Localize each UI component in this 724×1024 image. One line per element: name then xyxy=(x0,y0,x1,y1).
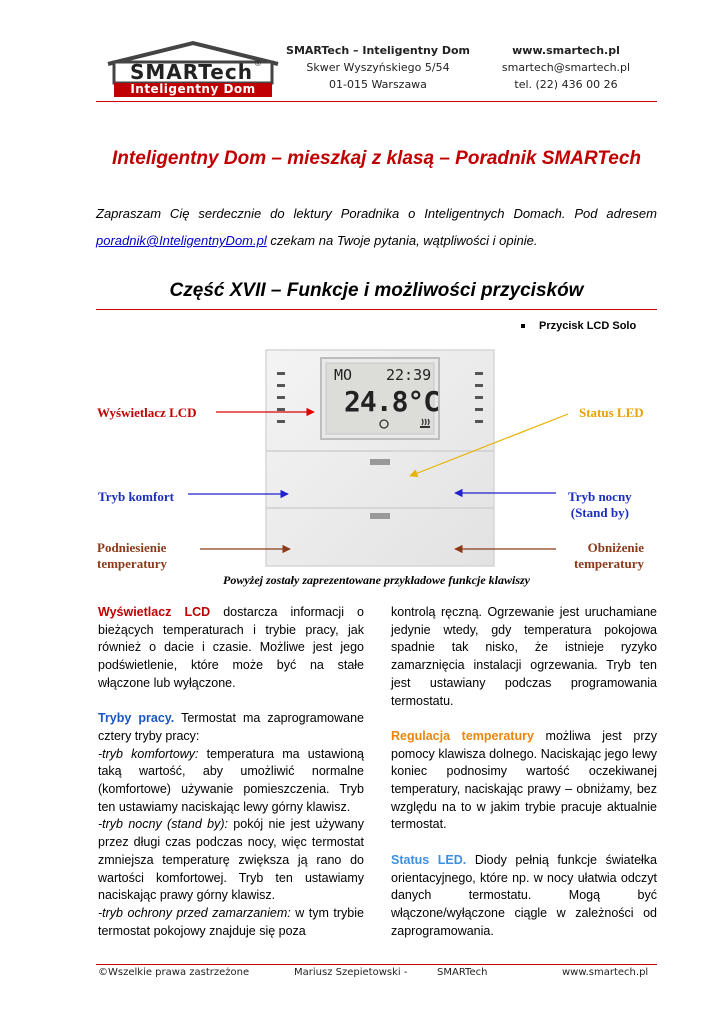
label-status-led: Status LED xyxy=(579,405,644,420)
mode-frost-text: w tym trybie termostat pokojowy znajduje się poza xyxy=(98,905,364,938)
bullet-label: Przycisk LCD Solo xyxy=(539,320,637,332)
mode-frost-term: -tryb ochrony przed zamarzaniem: xyxy=(98,905,291,920)
label-lower xyxy=(564,540,644,572)
label-lcd: Wyświetlacz LCD xyxy=(97,405,197,420)
right-paragraph-3 xyxy=(391,852,657,941)
lcd-time: 22:39 xyxy=(386,366,432,384)
footer-website[interactable]: www.smartech.pl xyxy=(562,967,649,978)
mode-night-text: pokój nie jest używany przez długi czas podczas nocy, więc termostat zmniejsza temperaturę zwiększa ją rano do wartości komfortowej. Tryb ten ustawiamy naciskając prawy górny klawisz. xyxy=(98,817,364,903)
header-email[interactable]: smartech@smartech.pl xyxy=(501,61,631,74)
left-column xyxy=(98,604,364,940)
right-paragraph-2 xyxy=(391,728,657,834)
page-title: Inteligentny Dom – mieszkaj z klasą – Poradnik SMARTech xyxy=(111,148,641,169)
header-address-1: Skwer Wyszyńskiego 5/54 xyxy=(306,61,450,74)
label-night-line-2: (Stand by) xyxy=(570,505,629,520)
left-paragraph-1 xyxy=(98,604,364,693)
left-p2-text: Termostat ma zaprogramowane cztery tryby pracy: xyxy=(98,711,364,743)
arrow-status-led xyxy=(410,414,568,476)
footer-author: Mariusz Szepietowski - xyxy=(294,967,408,978)
term-status-led: Status LED. xyxy=(391,852,467,867)
label-raise-line-1: Podniesienie xyxy=(97,540,167,555)
footer-divider xyxy=(96,964,657,965)
label-lower-line-1: Obniżenie xyxy=(587,540,644,555)
logo-sub-text: Inteligentny Dom xyxy=(130,82,256,96)
right-column xyxy=(391,604,657,940)
right-paragraph-1: kontrolą ręczną. Ogrzewanie jest uruchamiane jedynie wtedy, gdy temperatura pokojowa spadnie tak nisko, że istnieje ryzyko zamarznięcia instalacji ogrzewania. Tryb ten jest ustawiany podczas programowania termostatu. xyxy=(391,605,657,708)
label-night xyxy=(568,489,632,521)
header-website[interactable]: www.smartech.pl xyxy=(512,44,620,57)
label-lower-line-2: temperatury xyxy=(573,556,644,571)
right-p3-text: Diody pełnią funkcje światełka orientacyjnego, które np. w nocy ułatwia odczyt danych termostatu. Mogą być włączone/wyłączone ciągle w zależności od zaprogramowania. xyxy=(391,852,657,938)
label-raise xyxy=(97,540,167,572)
mode-night-term: -tryb nocny (stand by): xyxy=(98,817,228,832)
footer-copyright: ©Wszelkie prawa zastrzeżone xyxy=(98,967,250,978)
intro-email-link[interactable]: poradnik@InteligentnyDom.pl xyxy=(96,233,267,248)
label-raise-line-2: temperatury xyxy=(97,556,168,571)
logo-registered-mark: ® xyxy=(255,59,261,68)
header-company: SMARTech – Inteligentny Dom xyxy=(286,44,470,57)
left-paragraph-2 xyxy=(98,710,364,940)
lcd-mode: MO xyxy=(334,366,353,384)
intro-text-2: czekam na Twoje pytania, wątpliwości i opinie. xyxy=(266,233,538,248)
term-lcd: Wyświetlacz LCD xyxy=(98,605,211,619)
term-regulation: Regulacja temperatury xyxy=(391,728,534,743)
footer-company: SMARTech xyxy=(437,967,488,978)
section-title: Część XVII – Funkcje i możliwości przycisków xyxy=(169,280,584,301)
right-p2-text: możliwa jest przy pomocy klawisza dolnego. Naciskając jego lewy koniec podnosimy wartość oczekiwanej temperatury, naciskając prawy – obniżamy, bez względu na to w jakim trybie pracuje aktualnie termostat. xyxy=(391,728,657,832)
term-modes: Tryby pracy. xyxy=(98,711,175,726)
figure-caption: Powyżej zostały zaprezentowane przykładowe funkcje klawiszy xyxy=(223,573,530,587)
header-phone: tel. (22) 436 00 26 xyxy=(514,78,618,91)
logo-main-text: SMARTech xyxy=(130,60,253,84)
header-address-2: 01-015 Warszawa xyxy=(329,78,427,91)
lcd-temperature: 24.8°C xyxy=(344,385,440,418)
mode-comfort-term: -tryb komfortowy: xyxy=(98,746,199,761)
mode-comfort-text: temperatura ma ustawioną taką wartość, aby umożliwić normalne (komfortowe) używanie pomieszczenia. Tryb ten ustawiamy naciskając lewy górny klawisz. xyxy=(98,746,364,814)
intro-text-1: Zapraszam Cię serdecznie do lektury Poradnika o Inteligentnych Domach. Pod adresem xyxy=(96,206,657,221)
label-night-line-1: Tryb nocny xyxy=(568,489,632,504)
label-comfort: Tryb komfort xyxy=(98,489,174,504)
left-p1-text: dostarcza informacji o bieżących temperaturach i trybie pracy, jak również o dacie i czasie. Możliwe jest jego podświetlenie, które może być na stałe włączone lub wyłączone. xyxy=(98,605,364,690)
